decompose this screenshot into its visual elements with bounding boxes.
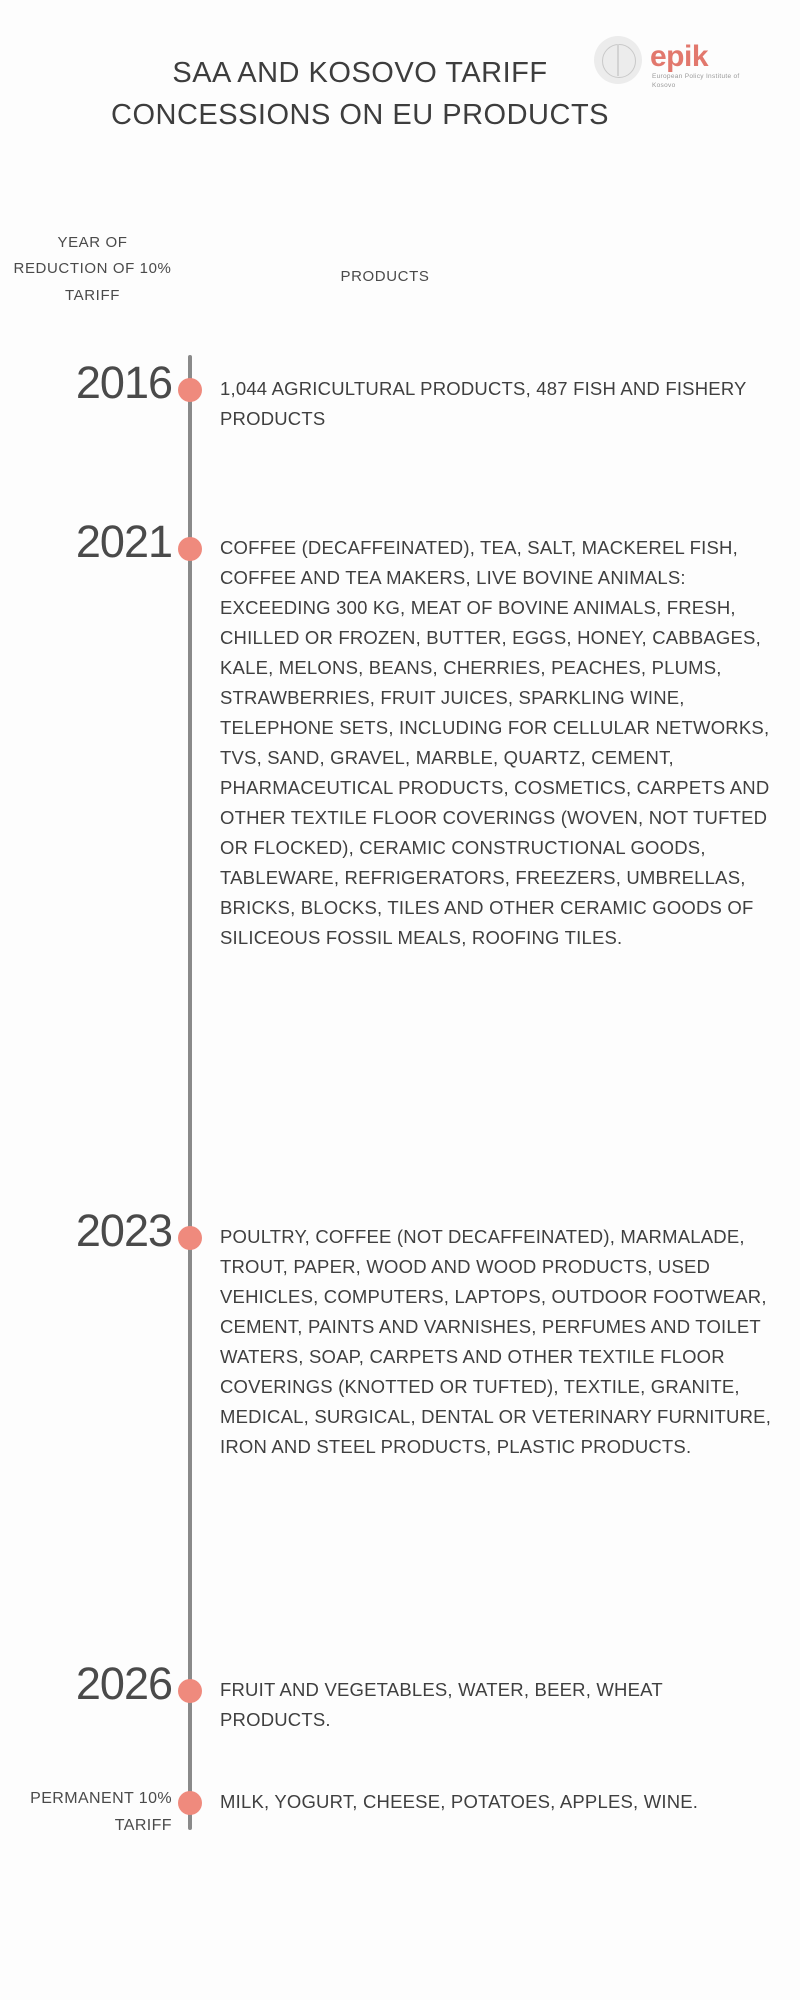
timeline-year: 2021 — [75, 516, 172, 567]
timeline-products: 1,044 AGRICULTURAL PRODUCTS, 487 FISH AND FISHERY PRODUCTS — [220, 378, 747, 429]
timeline-year: 2016 — [75, 357, 172, 408]
column-heading-products: PRODUCTS — [340, 268, 430, 285]
timeline-products: FRUIT AND VEGETABLES, WATER, BEER, WHEAT PRODUCTS. — [220, 1679, 663, 1730]
timeline-products: MILK, YOGURT, CHEESE, POTATOES, APPLES, WINE. — [220, 1791, 699, 1812]
timeline-products: POULTRY, COFFEE (NOT DECAFFEINATED), MARMALADE, TROUT, PAPER, WOOD AND WOOD PRODUCTS, USED VEHICLES, COMPUTERS, LAPTOPS, OUTDOOR FOOTWEAR, CEMENT, PAINTS AND VARNISHES, PERFUMES AND TOILET WATERS, SOAP, CARPETS AND OTHER TEXTILE FLOOR COVERINGS (KNOTTED OR TUFTED), TEXTILE, GRANITE, MEDICAL, SURGICAL, DENTAL OR VETERINARY FURNITURE, IRON AND STEEL PRODUCTS, PLASTIC PRODUCTS. — [220, 1226, 772, 1457]
timeline-year: 2023 — [75, 1205, 172, 1256]
timeline-dot — [178, 1679, 202, 1703]
epik-logo — [594, 28, 764, 100]
timeline-dot — [178, 1791, 202, 1815]
timeline-year: PERMANENT 10% TARIFF — [30, 1790, 172, 1835]
timeline-dot — [178, 1226, 202, 1250]
page-title: SAA AND KOSOVO TARIFF CONCESSIONS ON EU PRODUCTS — [111, 57, 609, 132]
header — [0, 0, 800, 190]
logo-wordmark: epik — [650, 40, 709, 73]
globe-icon — [594, 36, 642, 84]
timeline-axis — [188, 355, 192, 1830]
logo-subtitle: European Policy Institute of Kosovo — [652, 73, 740, 90]
timeline-year: 2026 — [75, 1658, 172, 1709]
timeline-dot — [178, 537, 202, 561]
timeline-dot — [178, 378, 202, 402]
timeline-products: COFFEE (DECAFFEINATED), TEA, SALT, MACKEREL FISH, COFFEE AND TEA MAKERS, LIVE BOVINE ANIMALS: EXCEEDING 300 KG, MEAT OF BOVINE ANIMALS, FRESH, CHILLED OR FROZEN, BUTTER, EGGS, HONEY, CABBAGES, KALE, MELONS, BEANS, CHERRIES, PEACHES, PLUMS, STRAWBERRIES, FRUIT JUICES, SPARKLING WINE, TELEPHONE SETS, INCLUDING FOR CELLULAR NETWORKS, TVS, SAND, GRAVEL, MARBLE, QUARTZ, CEMENT, PHARMACEUTICAL PRODUCTS, COSMETICS, CARPETS AND OTHER TEXTILE FLOOR COVERINGS (WOVEN, NOT TUFTED OR FLOCKED), CERAMIC CONSTRUCTIONAL GOODS, TABLEWARE, REFRIGERATORS, FREEZERS, UMBRELLAS, BRICKS, BLOCKS, TILES AND OTHER CERAMIC GOODS OF SILICEOUS FOSSIL MEALS, ROOFING TILES. — [220, 537, 770, 948]
column-heading-year: YEAR OF REDUCTION OF 10% TARIFF — [13, 234, 172, 304]
